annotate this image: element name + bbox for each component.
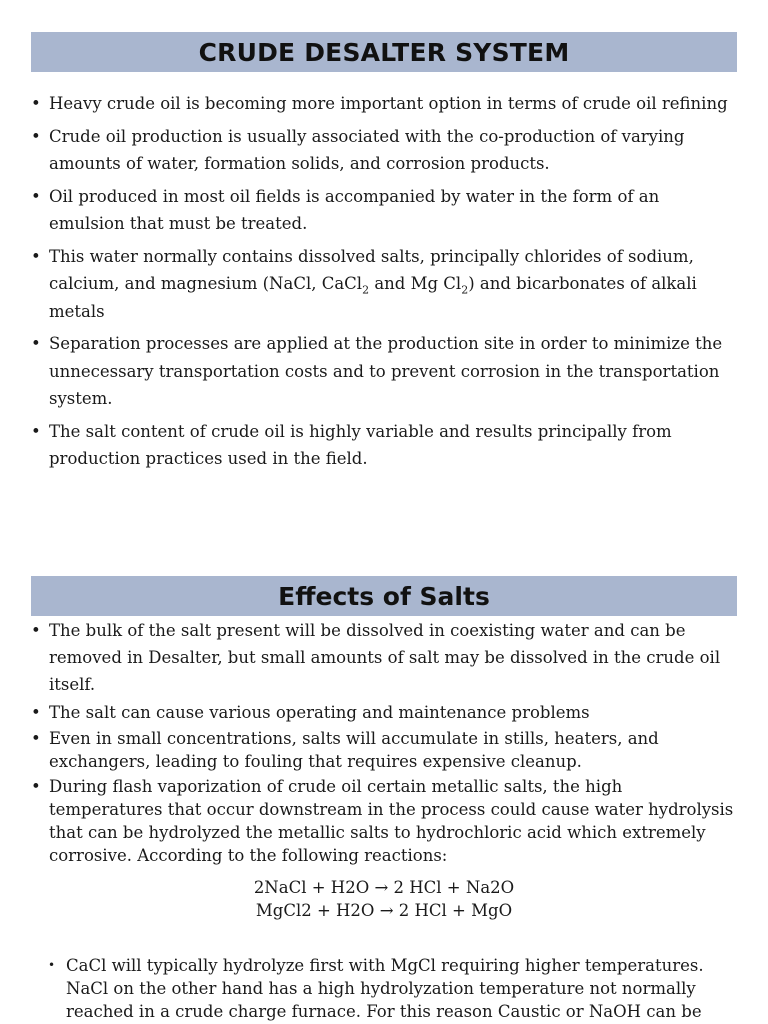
bullet-dot: • bbox=[31, 703, 41, 722]
list-item bbox=[31, 183, 737, 238]
section-title-crude-desalter: CRUDE DESALTER SYSTEM bbox=[31, 32, 737, 72]
bullet-dot: • bbox=[31, 621, 41, 640]
list-item bbox=[31, 123, 737, 178]
bullet-dot: • bbox=[31, 777, 41, 796]
bullet-dot: • bbox=[31, 246, 41, 266]
list-item bbox=[31, 90, 737, 118]
list-item-text: Even in small concentrations, salts will accumulate in stills, heaters, and exchangers, leading to fouling that requires expensive cleanup. bbox=[49, 729, 659, 771]
list-item-text: Crude oil production is usually associated with the co-production of varying amounts of water, formation solids, and corrosion products. bbox=[49, 126, 685, 173]
list-item-text: Separation processes are applied at the production site in order to minimize the unnecessary transportation costs and to prevent corrosion in the transportation system. bbox=[49, 334, 723, 408]
list-item bbox=[31, 699, 737, 726]
bullet-dot: • bbox=[48, 958, 56, 972]
bullet-list-effects bbox=[31, 617, 737, 869]
subscript-2: 2 bbox=[461, 283, 469, 297]
bullet-list-hydrolysis bbox=[48, 954, 738, 1023]
list-item bbox=[31, 418, 737, 473]
salts-text-part2: and Mg Cl bbox=[369, 274, 462, 293]
section-title-effects-of-salts: Effects of Salts bbox=[31, 576, 737, 616]
bullet-list-desalter bbox=[31, 90, 737, 478]
list-item-text: Heavy crude oil is becoming more important option in terms of crude oil refining bbox=[49, 94, 728, 113]
salts-text-part3: ) and bicarbonates of alkali metals bbox=[49, 274, 697, 321]
list-item-text: During flash vaporization of crude oil certain metallic salts, the high temperatures that occur downstream in the process could cause water hydrolysis that can be hydrolyzed the metallic salts to hydrochloric acid which extremely corrosive. According to the following reactions: bbox=[49, 777, 734, 865]
bullet-dot: • bbox=[31, 334, 41, 353]
list-item-text: The bulk of the salt present will be dissolved in coexisting water and can be removed in Desalter, but small amounts of salt may be dissolved in the crude oil itself. bbox=[49, 621, 721, 694]
list-item-text: The salt can cause various operating and maintenance problems bbox=[49, 703, 590, 722]
reaction-mgcl2: MgCl2 + H2O → 2 HCl + MgO bbox=[255, 901, 513, 920]
list-item bbox=[31, 775, 737, 867]
list-item-salts bbox=[31, 243, 737, 326]
list-item bbox=[31, 330, 737, 413]
bullet-dot: • bbox=[31, 186, 41, 206]
bullet-dot: • bbox=[31, 94, 41, 113]
bullet-dot: • bbox=[31, 729, 41, 748]
subscript-2: 2 bbox=[362, 283, 370, 297]
bullet-dot: • bbox=[31, 421, 41, 441]
list-item bbox=[31, 727, 737, 773]
list-item-text: The salt content of crude oil is highly variable and results principally from production practices used in the field. bbox=[49, 421, 672, 468]
list-item-text: Oil produced in most oil fields is accompanied by water in the form of an emulsion that must be treated. bbox=[49, 186, 660, 233]
list-item bbox=[48, 954, 738, 1023]
list-item-text: CaCl will typically hydrolyze first with MgCl requiring higher temperatures. NaCl on the other hand has a high hydrolyzation temperature not normally reached in a crude charge furnace. For this reason Caustic or NaOH can be bbox=[66, 956, 704, 1021]
list-item bbox=[31, 617, 737, 698]
reaction-nacl: 2NaCl + H2O → 2 HCl + Na2O bbox=[253, 878, 515, 897]
salts-text-part1: This water normally contains dissolved salts, principally chlorides of sodium, calcium, and magnesium (NaCl, CaCl bbox=[49, 246, 694, 293]
bullet-dot: • bbox=[31, 126, 41, 146]
chemical-reactions bbox=[0, 876, 768, 922]
